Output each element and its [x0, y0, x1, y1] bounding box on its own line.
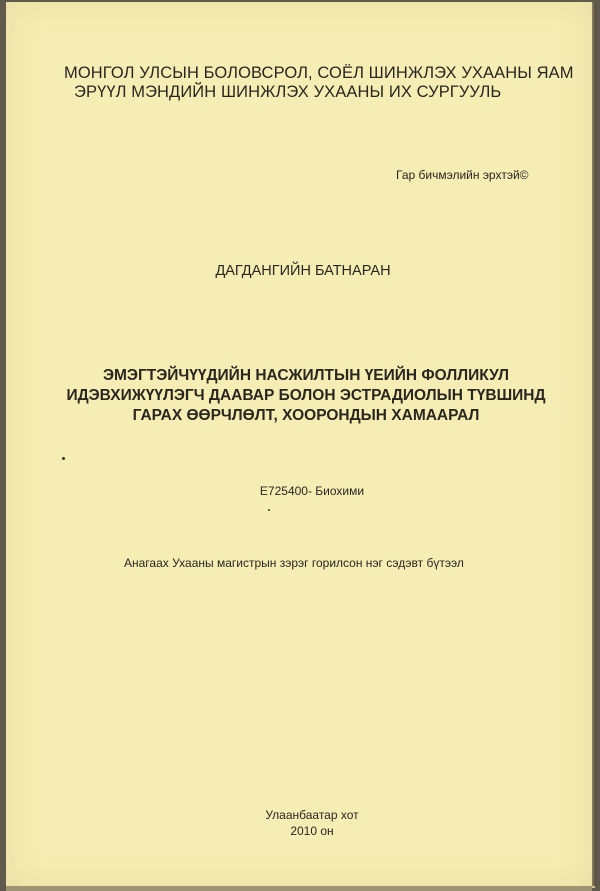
author-name: ДАГДАНГИЙН БАТНАРАН [215, 263, 391, 279]
institution-header [64, 64, 574, 102]
year: 2010 он [290, 824, 334, 838]
university-name: ЭРҮҮЛ МЭНДИЙН ШИНЖЛЭХ УХААНЫ ИХ СУРГУУЛЬ [74, 83, 502, 101]
page-edge-shadow [592, 2, 596, 886]
city: Улаанбаатар хот [265, 808, 359, 822]
thesis-title [46, 366, 566, 426]
page-bottom-edge [6, 886, 592, 891]
ministry-name: МОНГОЛ УЛСЫН БОЛОВСРОЛ, СОЁЛ ШИНЖЛЭХ УХААНЫ ЯАМ [64, 64, 574, 82]
paper-speck [268, 509, 270, 511]
manuscript-rights-notice: Гар бичмэлийн эрхтэй© [396, 168, 529, 182]
title-line-3: ГАРАХ ӨӨРЧЛӨЛТ, ХООРОНДЫН ХАМААРАЛ [132, 407, 480, 424]
cover-page [6, 2, 595, 888]
title-line-2: ИДЭВХИЖҮҮЛЭГЧ ДААВАР БОЛОН ЭСТРАДИОЛЫН ТҮВШИНД [66, 387, 546, 404]
paper-speck [62, 457, 65, 460]
degree-statement: Анагаах Ухааны магистрын зэрэг горилсон нэг сэдэвт бүтээл [124, 556, 464, 570]
place-and-year [6, 807, 592, 839]
specialty-code: E725400- Биохими [259, 484, 365, 498]
title-line-1: ЭМЭГТЭЙЧҮҮДИЙН НАСЖИЛТЫН ҮЕИЙН ФОЛЛИКУЛ [102, 367, 509, 384]
